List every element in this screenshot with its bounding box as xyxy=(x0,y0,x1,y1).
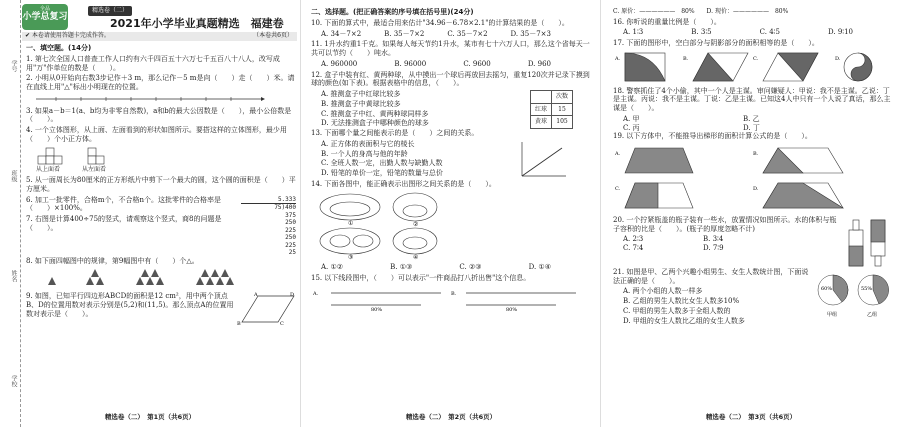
option-c[interactable]: C. 7∶4 xyxy=(623,244,644,252)
question-16: 16. 你听说的重量比例是（ ）。 xyxy=(613,17,721,26)
option-c[interactable]: C. 35－7×2 xyxy=(447,29,488,38)
option-b[interactable]: B. 35－7×2 xyxy=(384,29,425,38)
page-1 xyxy=(0,0,300,427)
svg-text:80%: 80% xyxy=(371,306,383,311)
option-c[interactable]: C. 9600 xyxy=(463,59,491,68)
question-11: 11. 1升水约重1千克。如果每人每天节约1升水，某市有七十六万人口，那么这个省每天一共可以节约（ ）吨水。 xyxy=(311,40,590,57)
view-caption: 从左面看 xyxy=(82,165,107,173)
option-c[interactable]: C. 推测盒子中红、黄两种球同样多 xyxy=(321,109,429,118)
option-label: C. xyxy=(753,55,759,62)
option-d[interactable]: D. 7∶9 xyxy=(703,244,724,252)
question-10: 10. 下面的算式中，最适合用来估计"34.96－6.78×2.1"的计算结果的是（ ）。 xyxy=(311,18,569,27)
option-d[interactable]: D. 无法推测盒子中哪种颜色的球多 xyxy=(321,119,429,128)
q12-options xyxy=(311,90,530,129)
svg-text:C: C xyxy=(280,321,284,326)
question-17: 17. 下面的图形中，空白部分与阴影部分的面积相等的是（ ）。 xyxy=(613,39,819,47)
binding-label: 学校 xyxy=(10,375,17,387)
option-c[interactable]: C. ②③ xyxy=(459,263,482,272)
option-d[interactable]: D. 甲组的女生人数比乙组的女生人数多 xyxy=(623,316,745,325)
logo-top-text: 全品 xyxy=(39,6,50,12)
binding-label: 学号 xyxy=(10,60,17,72)
q21-row xyxy=(613,268,893,327)
svg-text:A.: A. xyxy=(313,290,319,297)
question-12: 12. 盒子中装有红、黄两种球，从中摸出一个球后再放回去摇匀，重复120次并记录下摸到球的颜色(如下表)。根据表格中的信息，（ ）。 xyxy=(311,70,590,88)
option-b[interactable]: B. 一个人的身高与他的年龄 xyxy=(321,149,408,158)
question-3: 3. 如果a－b＝1(a、b均为非零自然数)，a和b的最大公因数是（ ），最小公倍数是（ ）。 xyxy=(26,106,292,124)
number-line-figure xyxy=(36,94,266,104)
option-label: B. xyxy=(753,151,759,157)
page-2-content xyxy=(311,8,593,314)
option-c[interactable]: C. 4∶5 xyxy=(759,28,780,37)
option-d[interactable]: D. 960 xyxy=(527,59,551,68)
q12-options-row xyxy=(311,90,593,129)
option-a[interactable]: A. 甲 xyxy=(623,114,640,123)
page-footer: 精选卷（二） 第2页（共6页） xyxy=(405,412,497,421)
page-2 xyxy=(300,0,601,427)
option-label: B. xyxy=(683,55,689,62)
trapezoid-figures xyxy=(613,143,893,213)
logo-main-text: 小学总复习 xyxy=(22,12,68,23)
venn-label: ④ xyxy=(413,253,419,261)
option-label: C. xyxy=(615,186,621,192)
question-6: 6. 加工一批零件，合格m个，不合格n个。这批零件的合格率是（ ）×100%。 xyxy=(26,195,222,213)
view-caption: 从上面看 xyxy=(36,165,61,173)
view-captions xyxy=(36,166,296,174)
question-19: 19. 以下方体中，不能推导出梯形的面积计算公式的是（ ）。 xyxy=(613,132,812,141)
question-13: 13. 下面哪个量之间能表示的是（ ）之间的关系。 xyxy=(311,129,479,137)
table-cell: 黄球 xyxy=(530,116,551,129)
option-c[interactable]: C. 全班人数一定，出勤人数与缺勤人数 xyxy=(321,159,443,168)
svg-text:B.: B. xyxy=(451,290,457,297)
options-row xyxy=(321,60,551,69)
long-division-figure: 5.333 75)400 375 250 225 250 225 25 xyxy=(241,196,296,257)
option-a[interactable]: A. 1∶3 xyxy=(623,28,644,37)
option-b[interactable]: B. 96000 xyxy=(394,59,427,68)
option-label: A. xyxy=(615,151,621,157)
question-14: 14. 下面各图中，能正确表示出图形之间关系的是（ ）。 xyxy=(311,179,496,188)
page-footer: 精选卷（二） 第3页（共6页） xyxy=(705,412,797,421)
q20-options xyxy=(623,235,783,253)
option-d[interactable]: D. 丁 xyxy=(743,123,760,132)
binding-strip xyxy=(0,0,21,427)
option-a[interactable]: A. 两个小组的人数一样多 xyxy=(623,287,703,296)
question-9: 9. 如图，已知平行四边形ABCD的面积是12 cm²，用中两个顶点B、D的位置用数对表示分别是(5,2)和(11,5)。那么顶点A的位置用数对表示是（ ）。 xyxy=(26,292,234,318)
venn-label: ① xyxy=(348,219,354,227)
option-a[interactable]: A. 2∶3 xyxy=(623,235,644,244)
binding-label: 姓名 xyxy=(10,270,17,282)
page-footer: 精选卷（二） 第1页（共6页） xyxy=(104,412,196,421)
ball-count-table xyxy=(530,90,573,129)
question-15-continued: C. 原价：—————— 80% D. 现价：—————— 80% xyxy=(613,8,789,15)
section-heading: 一、填空题。(14分) xyxy=(26,44,92,52)
option-label: A. xyxy=(615,55,621,62)
q13-options-row xyxy=(311,140,593,180)
option-b[interactable]: B. 乙 xyxy=(743,114,760,123)
option-d[interactable]: D. 35－7×3 xyxy=(510,29,551,38)
table-cell: 15 xyxy=(551,103,572,116)
triangle-pattern-figure xyxy=(36,267,266,289)
question-8: 8. 如下面四幅图中的规律，第9幅图中有（ ）个△。 xyxy=(26,256,199,265)
page-1-content xyxy=(26,44,296,326)
page-title: 2021年小学毕业真题精选 福建卷 xyxy=(110,17,284,30)
svg-text:80%: 80% xyxy=(506,306,518,311)
binding-label: 班级 xyxy=(10,170,17,182)
table-cell: 红球 xyxy=(530,103,551,116)
option-label: D. xyxy=(753,186,759,192)
section-heading: 二、选择题。(把正确答案的序号填在括号里)(24分) xyxy=(311,8,474,16)
cube-views-figure xyxy=(36,146,296,166)
line-graph-figure xyxy=(518,140,568,180)
q9-row xyxy=(26,292,296,326)
page-3 xyxy=(600,0,900,427)
option-b[interactable]: B. 3∶5 xyxy=(691,28,712,37)
question-18: 18. 警察抓住了4个小偷，其中一个人是主谋。审问嫌疑人：甲说：我不是主谋。乙说：丁是主谋。丙说：我不是主谋。丁说：乙是主谋。已知这4人中只有一个人说了真话，那么主谋是（ ）。 xyxy=(613,86,891,112)
options-row xyxy=(321,263,551,272)
question-21: 21. 如图是甲、乙两个兴趣小组男生、女生人数统计图，下面说法正确的是（ ）。 xyxy=(613,267,809,285)
pie-value-label: 55% xyxy=(861,285,873,292)
question-20: 20. 一个拧紧瓶盖的瓶子装有一些水，放置情况如图所示。水的体积与瓶子容积的比是（ ）。(瓶子的厚度忽略不计) xyxy=(613,215,837,233)
q20-text xyxy=(613,216,843,268)
question-7: 7. 右图是计算400÷75的竖式，请观察这个竖式，商8的问题是（ ）。 xyxy=(26,215,222,232)
note-bar xyxy=(22,32,297,41)
shaded-shapes-figure xyxy=(613,50,893,84)
q6-q7-text xyxy=(26,196,241,257)
q18-options xyxy=(623,115,863,133)
page-count: （本卷共6页） xyxy=(253,32,293,39)
option-a[interactable]: A. 正方体的表面积与它的棱长 xyxy=(321,139,415,148)
q21-text xyxy=(613,268,815,327)
q13-options xyxy=(311,140,518,180)
option-d[interactable]: D. ①④ xyxy=(528,263,551,272)
table-cell: 105 xyxy=(551,116,572,129)
svg-text:D: D xyxy=(290,292,295,298)
option-c[interactable]: C. 甲组的男生人数多于全组人数的 xyxy=(623,306,731,315)
series-logo xyxy=(22,4,68,30)
question-5: 5. 从一面周长为80厘米的正方形纸片中剪下一个最大的圆，这个圆的面积是（ ）平方厘米。 xyxy=(26,176,296,193)
segment-diagrams-figure xyxy=(311,285,591,311)
left-view-figure xyxy=(82,146,122,166)
svg-text:B: B xyxy=(237,321,241,326)
venn-label: ③ xyxy=(348,253,354,261)
q20-row xyxy=(613,216,893,268)
page-3-content xyxy=(613,8,893,326)
option-a[interactable]: A. 推测盒子中红球比较多 xyxy=(321,90,401,98)
question-4: 4. 一个立体图形，从上面、左面看到的形状如图所示。要搭这样的立体图形，最少用（ ）个小正方体。 xyxy=(26,126,287,143)
option-label: D. xyxy=(835,55,841,62)
q6-q7-row xyxy=(26,196,296,257)
bottle-figure xyxy=(843,216,893,268)
option-b[interactable]: B. ①③ xyxy=(390,263,413,272)
option-a[interactable]: A. 960000 xyxy=(321,59,358,68)
pie-group-label: 甲组 xyxy=(827,311,838,318)
venn-label: ② xyxy=(413,220,419,228)
table-header: 次数 xyxy=(551,91,572,104)
option-b[interactable]: B. 推测盒子中黄球比较多 xyxy=(321,99,401,108)
option-a[interactable]: A. ①② xyxy=(321,263,344,272)
question-2: 2. 小明从0开始向右数3步记作＋3 m，那么记作－5 m是向（ ）走（ ）米。请在直线上用"△"标出小明现在的位置。 xyxy=(26,74,295,91)
pie-charts-figure xyxy=(815,268,893,320)
parallelogram-figure xyxy=(236,292,296,326)
option-d[interactable]: D. 铅笔的单价一定，铅笔的数量与总价 xyxy=(321,169,443,177)
svg-text:A: A xyxy=(254,292,258,298)
option-b[interactable]: B. 乙组的男生人数比女生人数多10% xyxy=(623,297,740,305)
option-a[interactable]: A. 34－7×2 xyxy=(321,29,362,38)
option-d[interactable]: D. 9∶10 xyxy=(828,28,853,37)
pie-group-label: 乙组 xyxy=(867,311,878,318)
note-text: ✔ 本卷请使用答题卡完成作答。 xyxy=(25,32,110,39)
question-1: 1. 第七次全国人口普查工作人口约有六千四百五十六万七千五百八十八人，改写成用"万"作单位的数是（ ）。 xyxy=(26,54,280,72)
division-quotient: 5.333 xyxy=(241,196,296,205)
option-b[interactable]: B. 3∶4 xyxy=(703,235,724,244)
paper-tag: 精选卷（二） xyxy=(88,6,132,16)
venn-diagrams-figure xyxy=(315,191,595,261)
option-c[interactable]: C. 丙 xyxy=(623,123,640,132)
options-row xyxy=(321,30,551,39)
question-15: 15. 以下线段图中，（ ）可以表示"一件商品打八折出售"这个信息。 xyxy=(311,274,531,282)
pie-value-label: 60% xyxy=(821,285,833,292)
top-view-figure xyxy=(36,146,76,166)
options-row xyxy=(623,28,853,37)
